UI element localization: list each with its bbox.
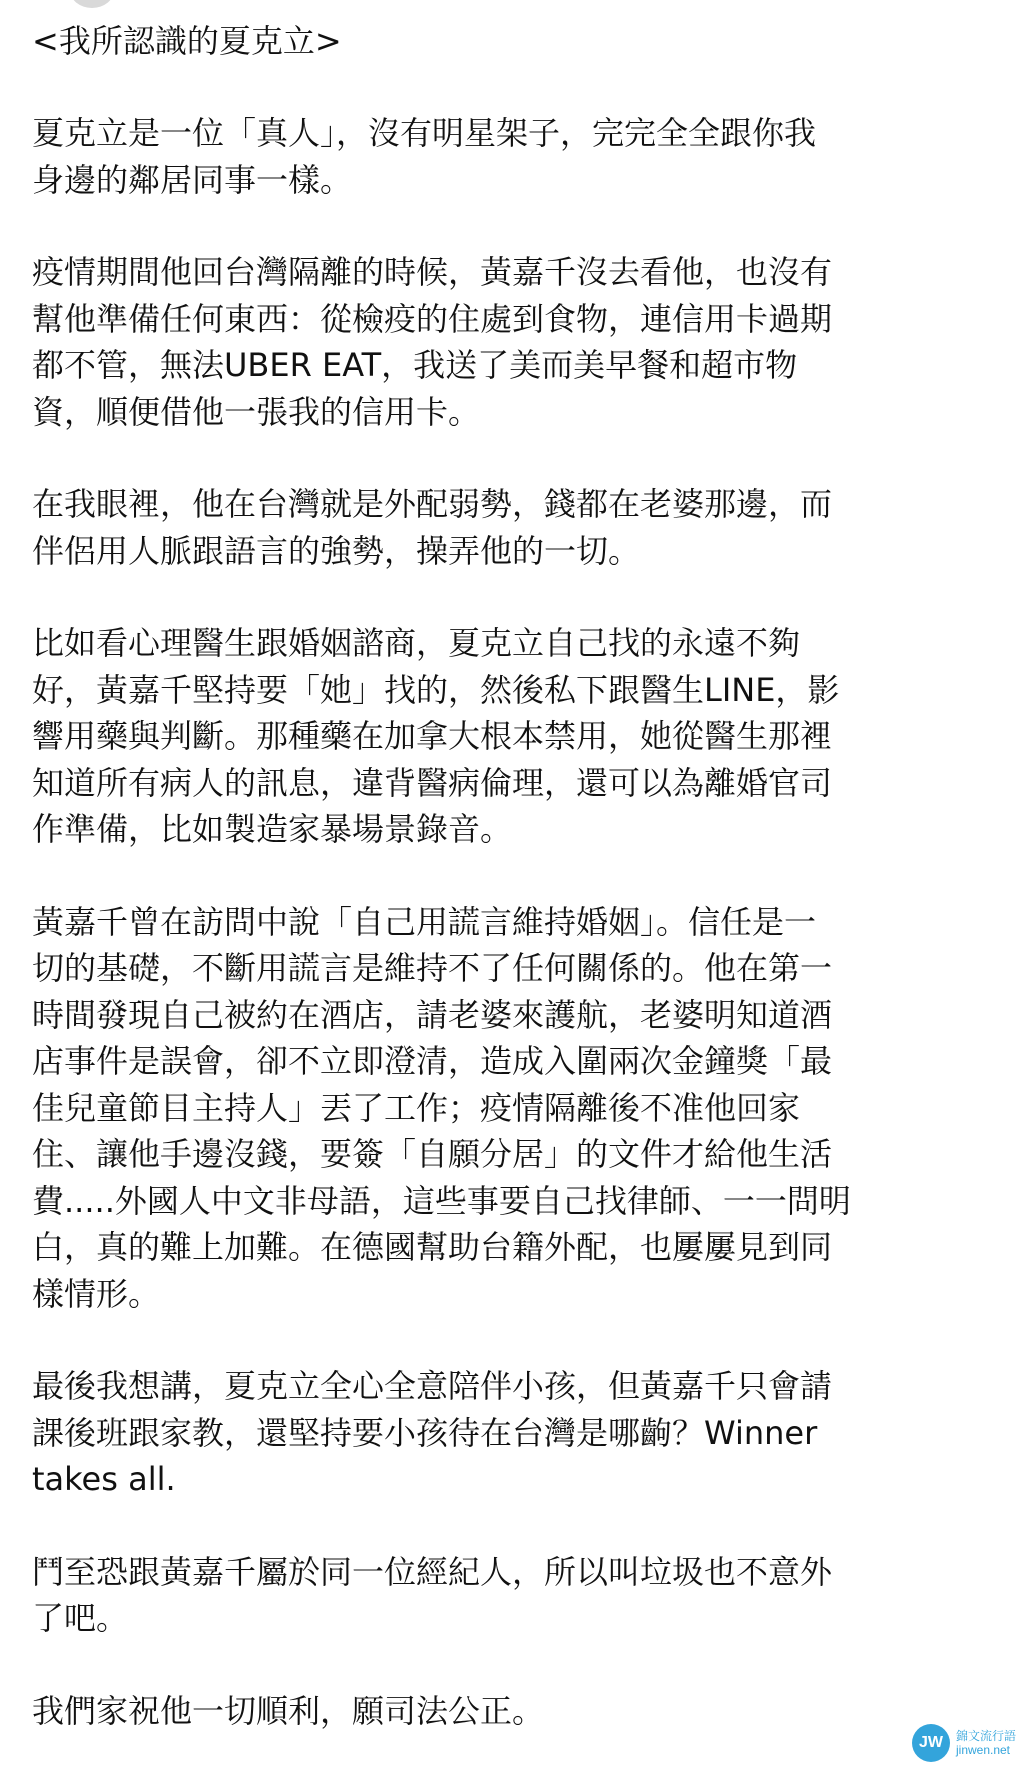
watermark [912, 1724, 1016, 1762]
text-line: 作準備，比如製造家暴場景錄音。 [32, 810, 513, 848]
text-line: takes all. [32, 1460, 176, 1498]
text-line: 夏克立是一位「真人」，沒有明星架子，完完全全跟你我 [32, 114, 817, 152]
text-line: 住、讓他手邊沒錢，要簽「自願分居」的文件才給他生活 [32, 1135, 833, 1173]
text-line: 了吧。 [32, 1599, 129, 1637]
paragraph [32, 481, 1002, 574]
paragraph-gap [32, 574, 1002, 620]
paragraph-gap [32, 1317, 1002, 1363]
text-line: 鬥至恐跟黃嘉千屬於同一位經紀人，所以叫垃圾也不意外 [32, 1552, 833, 1591]
paragraph [32, 899, 1002, 1318]
text-line: 幫他準備任何東西：從檢疫的住處到食物，連信用卡過期 [32, 299, 833, 338]
text-line: 響用藥與判斷。那種藥在加拿大根本禁用，她從醫生那裡 [32, 717, 833, 755]
text-line: 資，順便借他一張我的信用卡。 [32, 392, 481, 431]
watermark-text [956, 1729, 1016, 1757]
text-line: 知道所有病人的訊息，違背醫病倫理，還可以為離婚官司 [32, 763, 833, 802]
text-line: 伴侶用人脈跟語言的強勢，操弄他的一切。 [32, 531, 641, 570]
text-line: 佳兒童節目主持人」丟了工作；疫情隔離後不准他回家 [32, 1088, 801, 1127]
paragraph-gap [32, 64, 1002, 110]
text-line: 時間發現自己被約在酒店，請老婆來護航，老婆明知道酒 [32, 995, 833, 1034]
watermark-logo-icon: JW [912, 1724, 950, 1762]
text-line: 黃嘉千曾在訪問中說「自己用謊言維持婚姻」。信任是一 [32, 902, 817, 941]
text-line: 最後我想講，夏克立全心全意陪伴小孩，但黃嘉千只會請 [32, 1367, 833, 1405]
paragraph-gap [32, 203, 1002, 249]
text-line: 店事件是誤會，卻不立即澄清，造成入圍兩次金鐘獎「最 [32, 1042, 833, 1080]
post-title: <我所認識的夏克立> [32, 22, 342, 60]
paragraph [32, 110, 1002, 203]
text-line: 身邊的鄰居同事一樣。 [32, 160, 353, 199]
text-line: 都不管，無法UBER EAT，我送了美而美早餐和超市物 [32, 346, 798, 384]
paragraph-gap [32, 1642, 1002, 1688]
paragraph [32, 1549, 1002, 1642]
text-line: 疫情期間他回台灣隔離的時候，黃嘉千沒去看他，也沒有 [32, 253, 833, 291]
paragraph-gap [32, 1503, 1002, 1549]
paragraph [32, 1363, 1002, 1503]
text-line: 比如看心理醫生跟婚姻諮商，夏克立自己找的永遠不夠 [32, 624, 801, 662]
post-body [32, 18, 1002, 1734]
text-line: 課後班跟家教，還堅持要小孩待在台灣是哪齣？Winner [32, 1413, 818, 1452]
text-line: 好，黃嘉千堅持要「她」找的，然後私下跟醫生LINE，影 [32, 670, 840, 709]
paragraph [32, 1688, 1002, 1735]
text-line: 白，真的難上加難。在德國幫助台籍外配，也屢屢見到同 [32, 1228, 833, 1266]
paragraph-gap [32, 853, 1002, 899]
paragraph [32, 620, 1002, 853]
watermark-site-name: 錦文流行語 [955, 1729, 1016, 1743]
paragraph-gap [32, 435, 1002, 481]
text-line: 費.....外國人中文非母語，這些事要自己找律師、一一問明 [32, 1181, 851, 1220]
paragraph [32, 249, 1002, 435]
text-line: 我們家祝他一切順利，願司法公正。 [32, 1691, 545, 1730]
text-line: 在我眼裡，他在台灣就是外配弱勢，錢都在老婆那邊，而 [32, 485, 833, 523]
watermark-site-url: jinwen.net [955, 1743, 1011, 1757]
avatar [70, 0, 114, 8]
text-line: 樣情形。 [32, 1274, 161, 1313]
text-line: 切的基礎，不斷用謊言是維持不了任何關係的。他在第一 [32, 949, 833, 987]
